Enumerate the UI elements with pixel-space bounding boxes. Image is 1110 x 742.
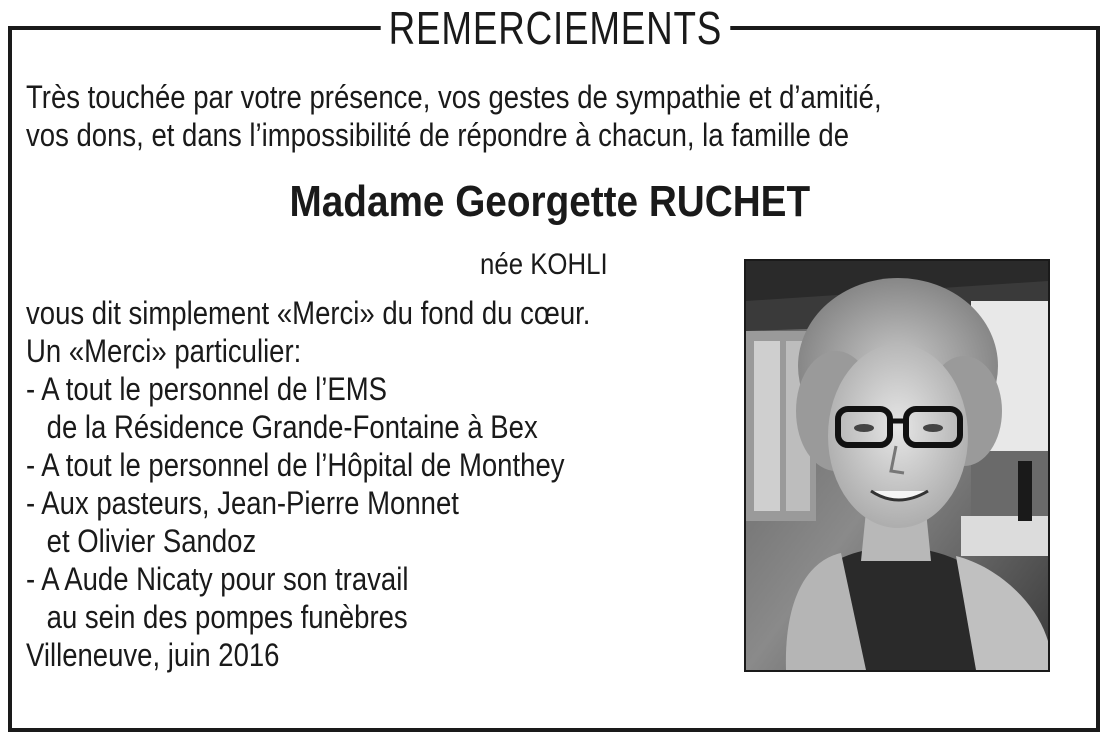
portrait-photo (744, 259, 1050, 672)
intro-line: vos dons, et dans l’impossibilité de répondre à chacun, la famille de (26, 117, 850, 153)
body-line: - A tout le personnel de l’Hôpital de Monthey (26, 447, 565, 483)
intro-line: Très touchée par votre présence, vos gestes de sympathie et d’amitié, (26, 79, 882, 115)
body-line: vous dit simplement «Merci» du fond du cœur. (26, 295, 591, 331)
body-line: - A Aude Nicaty pour son travail (26, 561, 409, 597)
title-bar (0, 0, 1110, 56)
body-line: - Aux pasteurs, Jean-Pierre Monnet (26, 485, 459, 521)
body-line: au sein des pompes funèbres (46, 599, 408, 635)
notice-title: REMERCIEMENTS (380, 0, 729, 56)
body-line: de la Résidence Grande-Fontaine à Bex (46, 409, 538, 445)
deceased-name (0, 176, 1110, 228)
portrait-image (746, 261, 1048, 670)
maiden-name: née KOHLI (480, 248, 608, 281)
place-date: Villeneuve, juin 2016 (26, 637, 280, 673)
body-line: Un «Merci» particulier: (26, 333, 302, 369)
intro-text (26, 78, 882, 154)
thanks-body (26, 294, 590, 674)
body-line: et Olivier Sandoz (46, 523, 257, 559)
deceased-name-text: Madame Georgette RUCHET (289, 177, 811, 226)
body-line: - A tout le personnel de l’EMS (26, 371, 388, 407)
